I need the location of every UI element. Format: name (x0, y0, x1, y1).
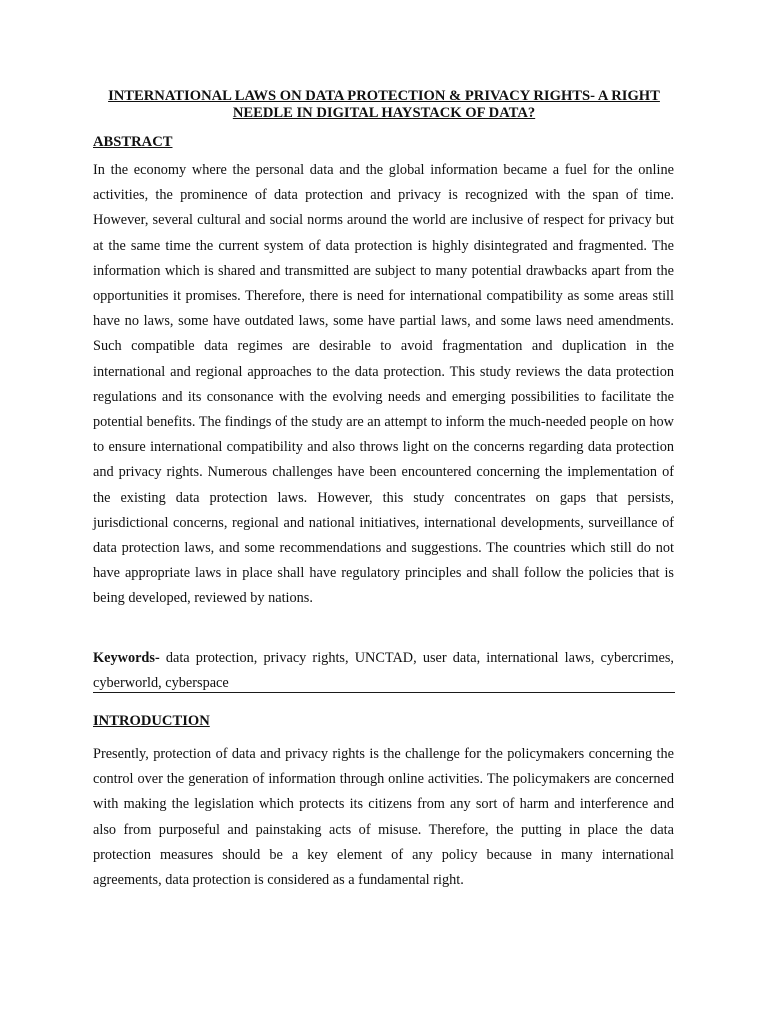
introduction-heading: INTRODUCTION (93, 713, 210, 729)
keywords-label: Keywords- (93, 650, 160, 666)
abstract-paragraph: In the economy where the personal data and the global information became a fuel for the online activities, the prominence of data protection and privacy is recognized with the span of time. However, several cultural and social norms around the world are inclusive of respect for privacy but at the same time the current system of data protection is highly disintegrated and fragmented. The information which is shared and transmitted are subject to many potential drawbacks apart from the opportunities it promises. Therefore, there is need for international compatibility as some areas still have no laws, some have outdated laws, some have partial laws, and some laws need amendments. Such compatible data regimes are desirable to avoid fragmentation and duplication in the international and regional approaches to the data protection. This study reviews the data protection regulations and its consonance with the evolving needs and emerging possibilities to facilitate the potential benefits. The findings of the study are an attempt to inform the much-needed people on how to ensure international compatibility and also throws light on the concerns regarding data protection and privacy rights. Numerous challenges have been encountered concerning the implementation of the existing data protection laws. However, this study concentrates on gaps that persists, jurisdictional concerns, regional and national initiatives, international developments, surveillance of data protection laws, and some recommendations and suggestions. The countries which still do not have appropriate laws in place shall have regulatory principles and shall follow the policies that is being developed, reviewed by nations. (93, 162, 674, 607)
document-title: INTERNATIONAL LAWS ON DATA PROTECTION & PRIVACY RIGHTS- A RIGHT NEEDLE IN DIGITAL HAYSTACK OF DATA? (108, 88, 660, 121)
keywords-list: data protection, privacy rights, UNCTAD, user data, international laws, cybercrimes, cyberworld, cyberspace (93, 650, 674, 692)
introduction-paragraph: Presently, protection of data and privacy rights is the challenge for the policymakers concerning the control over the generation of information through online activities. The policymakers are concerned with making the legislation which protects its citizens from any sort of harm and interference and also from purposeful and painstaking acts of misuse. Therefore, the putting in place the data protection measures should be a key element of any policy because in many international agreements, data protection is considered as a fundamental right. (93, 746, 674, 889)
abstract-heading: ABSTRACT (93, 134, 173, 150)
section-divider (93, 692, 675, 693)
keywords-paragraph (93, 646, 674, 696)
